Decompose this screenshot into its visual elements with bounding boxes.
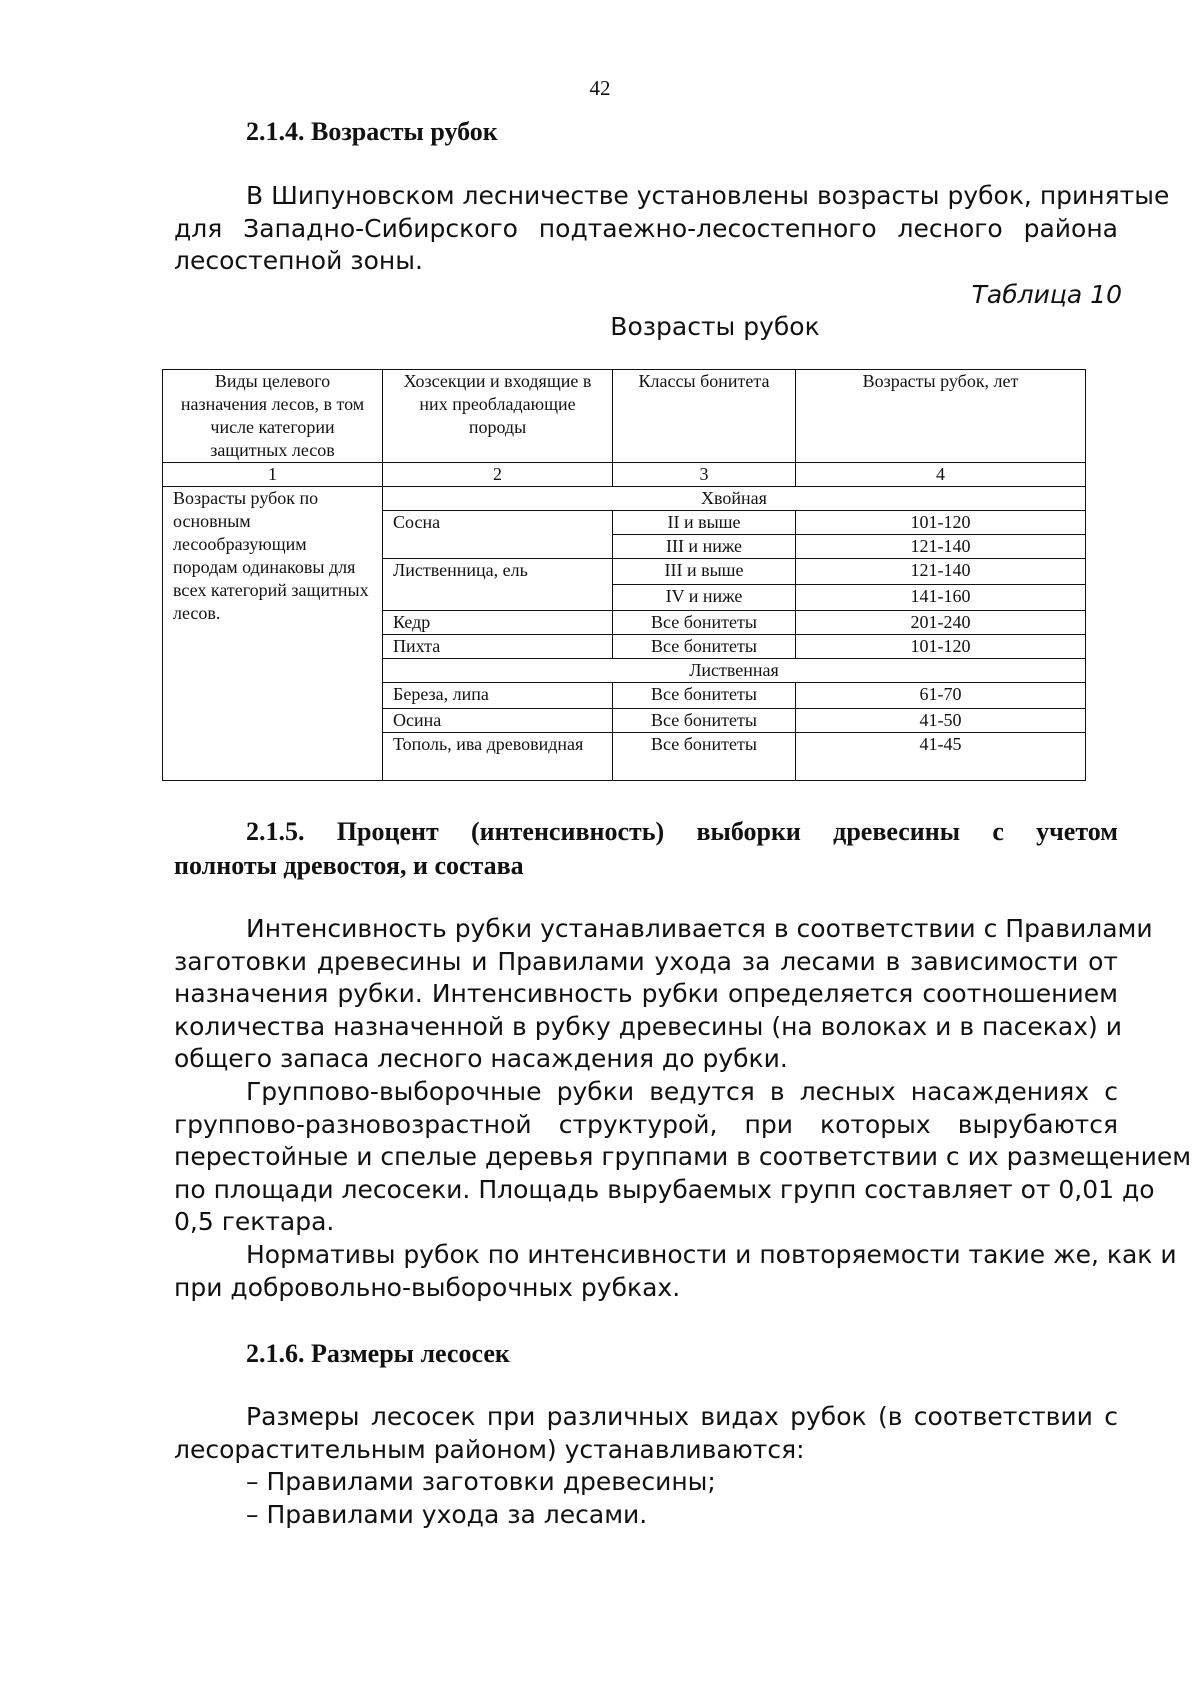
paragraph-line: по площади лесосеки. Площадь вырубаемых групп составляет от 0,01 до	[174, 1174, 1155, 1204]
age-cell: 121-140	[796, 535, 1086, 559]
class-cell: Все бонитеты	[613, 635, 796, 659]
age-cell: 101-120	[796, 635, 1086, 659]
first-column-note: Возрасты рубок по основным лесообразующим породам одинаковы для всех категорий защитных лесов.	[163, 487, 383, 781]
page-number: 42	[589, 76, 611, 100]
paragraph-line: лесорастительным районом) устанавливаются:	[174, 1434, 805, 1464]
paragraph-line: 0,5 гектара.	[174, 1207, 335, 1236]
species-cell: Лиственница, ель	[383, 559, 613, 611]
paragraph-line: при добровольно-выборочных рубках.	[174, 1272, 681, 1302]
regulation-list	[174, 1466, 1118, 1531]
class-cell: Все бонитеты	[613, 733, 796, 781]
column-number: 1	[163, 463, 383, 487]
paragraph-line: перестойные и спелые деревья группами в соответствии с их размещением	[174, 1142, 1192, 1171]
species-cell: Тополь, ива древовидная	[383, 733, 613, 781]
age-cell: 61-70	[796, 683, 1086, 709]
species-cell: Береза, липа	[383, 683, 613, 709]
age-cell: 101-120	[796, 511, 1086, 535]
column-number-row	[163, 463, 1086, 487]
paragraph-line: количества назначенной в рубку древесины (на волоках и в пасеках) и	[174, 1011, 1122, 1041]
paragraph-line: Размеры лесосек при различных видах рубок (в соответствии с	[246, 1402, 1118, 1431]
paragraph-line: Нормативы рубок по интенсивности и повторяемости такие же, как и	[246, 1240, 1177, 1269]
table-header-row	[163, 370, 1086, 463]
section-heading-2-1-4: 2.1.4. Возрасты рубок	[246, 117, 498, 146]
list-item: – Правилами ухода за лесами.	[246, 1499, 648, 1529]
age-cell: 201-240	[796, 611, 1086, 635]
header-cell: Виды целевого назначения лесов, в том числе категории защитных лесов	[163, 370, 383, 463]
group-row	[163, 487, 1086, 511]
header-cell: Хозсекции и входящие в них преобладающие породы	[383, 370, 613, 463]
column-number: 4	[796, 463, 1086, 487]
column-number: 3	[613, 463, 796, 487]
age-cell: 121-140	[796, 559, 1086, 585]
class-cell: III и ниже	[613, 535, 796, 559]
column-number: 2	[383, 463, 613, 487]
list-item: – Правилами заготовки древесины;	[246, 1467, 716, 1496]
species-cell: Сосна	[383, 511, 613, 559]
section-2-1-5-paragraph-1	[174, 913, 1153, 1076]
header-cell: Классы бонитета	[613, 370, 796, 463]
header-cell: Возрасты рубок, лет	[796, 370, 1086, 463]
section-heading-2-1-5: 2.1.5. Процент (интенсивность) выборки древесины с учетом полноты древостоя, и состава	[174, 817, 1118, 880]
class-cell: II и выше	[613, 511, 796, 535]
section-heading-2-1-6: 2.1.6. Размеры лесосек	[246, 1339, 510, 1368]
age-cell: 141-160	[796, 585, 1086, 611]
class-cell: Все бонитеты	[613, 683, 796, 709]
section-2-1-6-paragraph	[174, 1401, 1118, 1531]
table-title: Возрасты рубок	[610, 312, 820, 341]
paragraph-line: Интенсивность рубки устанавливается в соответствии с Правилами	[246, 914, 1153, 943]
paragraph-line: группово-разновозрастной структурой, при которых вырубаются	[174, 1109, 1118, 1139]
paragraph-line: В Шипуновском лесничестве установлены возрасты рубок, принятые	[246, 181, 1170, 210]
class-cell: III и выше	[613, 559, 796, 585]
section-2-1-5-paragraph-2	[174, 1076, 1192, 1239]
age-cell: 41-50	[796, 709, 1086, 733]
paragraph-line: лесостепной зоны.	[174, 246, 423, 275]
group-label-deciduous: Лиственная	[383, 659, 1086, 683]
paragraph-line: назначения рубки. Интенсивность рубки определяется соотношением	[174, 979, 1118, 1008]
group-label-conifer: Хвойная	[383, 487, 1086, 511]
paragraph-line: Группово-выборочные рубки ведутся в лесных насаждениях с	[246, 1077, 1118, 1106]
class-cell: Все бонитеты	[613, 709, 796, 733]
paragraph-line: для Западно-Сибирского подтаежно-лесостепного лесного района	[174, 213, 1118, 243]
cutting-age-table	[162, 369, 1086, 781]
species-cell: Пихта	[383, 635, 613, 659]
section-2-1-4-paragraph	[174, 180, 1170, 278]
species-cell: Осина	[383, 709, 613, 733]
class-cell: IV и ниже	[613, 585, 796, 611]
species-cell: Кедр	[383, 611, 613, 635]
table-label: Таблица 10	[971, 280, 1122, 309]
section-2-1-5-paragraph-3	[174, 1239, 1177, 1304]
class-cell: Все бонитеты	[613, 611, 796, 635]
paragraph-line: заготовки древесины и Правилами ухода за лесами в зависимости от	[174, 946, 1118, 976]
paragraph-line: общего запаса лесного насаждения до рубки.	[174, 1044, 788, 1073]
age-cell: 41-45	[796, 733, 1086, 781]
